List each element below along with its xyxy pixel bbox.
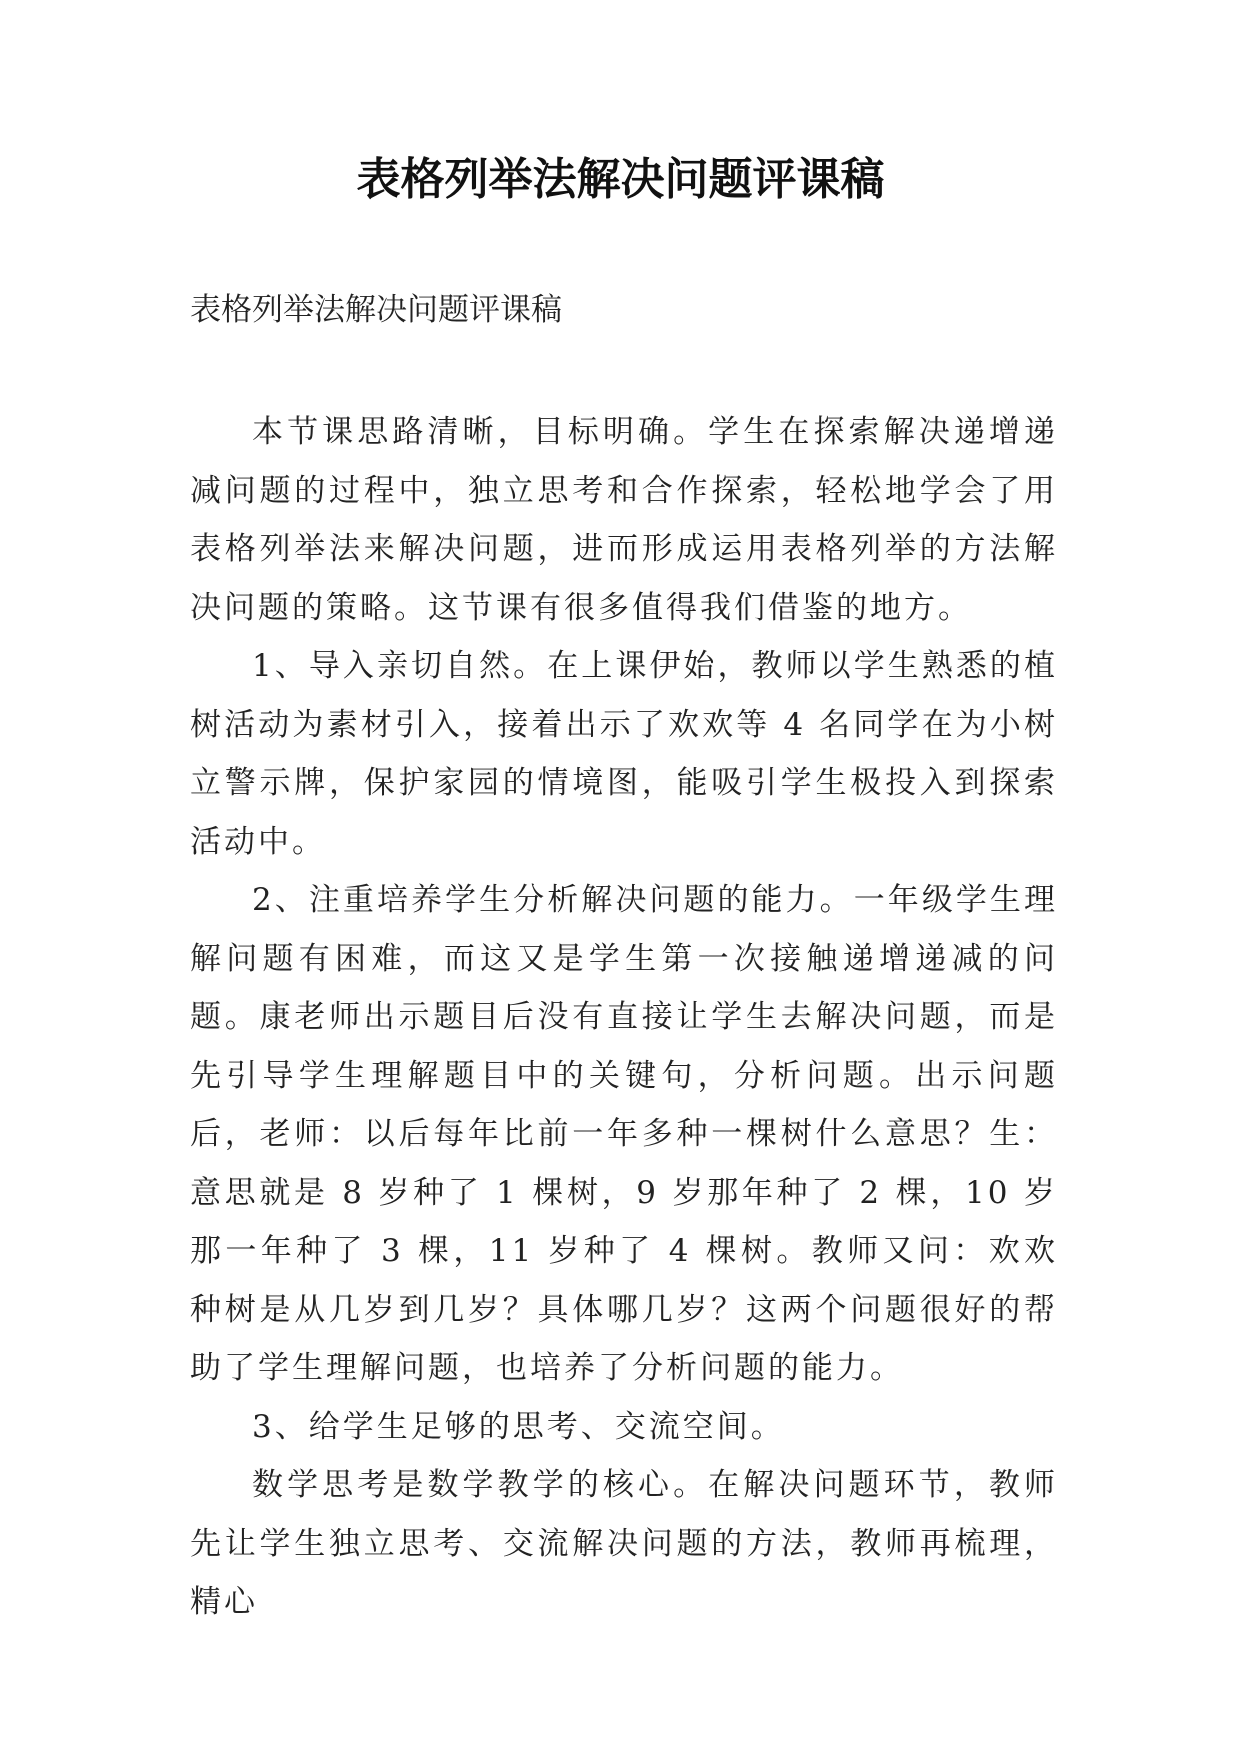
paragraph-math-thinking: 数学思考是数学教学的核心。在解决问题环节，教师先让学生独立思考、交流解决问题的方法，教师再梳理，精心 [190, 1467, 1058, 1620]
document-subtitle: 表格列举法解决问题评课稿 [190, 292, 562, 328]
paragraph-point-3: 3、给学生足够的思考、交流空间。 [252, 1408, 785, 1445]
document-title: 表格列举法解决问题评课稿 [356, 154, 885, 205]
paragraph-point-2: 2、注重培养学生分析解决问题的能力。一年级学生理解问题有困难，而这又是学生第一次接触递增递减的问题。康老师出示题目后没有直接让学生去解决问题，而是先引导学生理解题目中的关键句，分析问题。出示问题后，老师：以后每年比前一年多种一棵树什么意思？生：意思就是 8 岁种了 1 棵树，9 岁那年种了 2 棵，10 岁那一年种了 3 棵，11 岁种了 4 棵树。教师又问：欢欢种树是从几岁到几岁？具体哪几岁？这两个问题很好的帮助了学生理解问题，也培养了分析问题的能力。 [190, 882, 1058, 1386]
paragraph-intro: 本节课思路清晰，目标明确。学生在探索解决递增递减问题的过程中，独立思考和合作探索，轻松地学会了用表格列举法来解决问题，进而形成运用表格列举的方法解决问题的策略。这节课有很多值得我们借鉴的地方。 [190, 414, 1058, 626]
paragraph-point-1: 1、导入亲切自然。在上课伊始，教师以学生熟悉的植树活动为素材引入，接着出示了欢欢等 4 名同学在为小树立警示牌，保护家园的情境图，能吸引学生极投入到探索活动中。 [190, 648, 1058, 860]
document-body [190, 403, 1058, 1632]
